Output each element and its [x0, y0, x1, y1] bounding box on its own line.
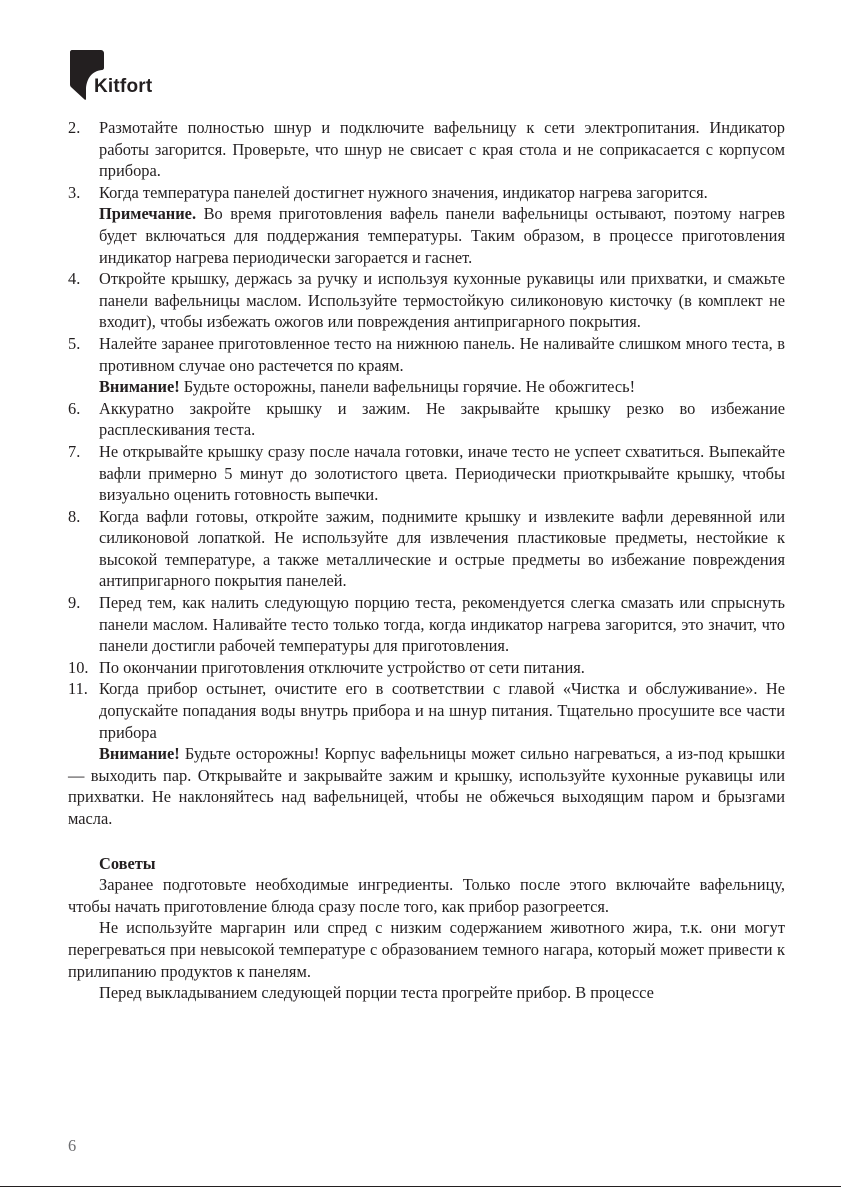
list-text: Откройте крышку, держась за ручку и используя кухонные рукавицы или прихватки, и смажьте панели вафельницы маслом. Используйте термостойкую силиконовую кисточку (в комплект не входит), чтобы избежать ожогов или повреждения антипригарного покрытия. — [99, 269, 785, 332]
list-number: 2. — [68, 118, 81, 137]
list-text: Не открывайте крышку сразу после начала готовки, иначе тесто не успеет схватиться. Выпекайте вафли примерно 5 минут до золотистого цвета. Периодически приоткрывайте крышку, чтобы визуально оценить готовность выпечки. — [99, 441, 785, 505]
list-text: Аккуратно закройте крышку и зажим. Не закрывайте крышку резко во избежание расплескивания теста. — [99, 398, 785, 440]
brand-name: Kitfort — [94, 76, 153, 97]
list-number: 6. — [68, 398, 81, 418]
list-item — [68, 182, 785, 204]
instructions-text — [68, 117, 785, 1004]
list-text: Перед тем, как налить следующую порцию теста, рекомендуется слегка смазать или спрыснуть панели маслом. Наливайте тесто только тогда, когда индикатор нагрева загорится, это значит, что панели достигли рабочей температуры для приготовления. — [99, 593, 785, 656]
warning-label: Внимание! — [99, 377, 180, 397]
list-number: 7. — [68, 441, 81, 461]
list-number: 8. — [68, 506, 81, 526]
list-item — [68, 117, 785, 182]
warning-label: Внимание! — [99, 744, 180, 764]
list-item — [68, 268, 785, 333]
warning-paragraph — [68, 743, 785, 829]
list-number: 11. — [68, 679, 88, 699]
list-number: 10. — [68, 657, 89, 677]
tips-paragraph: Не используйте маргарин или спред с низким содержанием животного жира, т.к. они могут перегреваться при невысокой температуре с образованием темного нагара, который может привести к прилипанию продуктов к панелям. — [68, 918, 785, 981]
note-text: Во время приготовления вафель панели вафельницы остывают, поэтому нагрев будет включаться для поддержания температуры. Таким образом, в процессе приготовления индикатор нагрева периодически загорается и гаснет. — [99, 204, 785, 267]
tips-paragraph: Заранее подготовьте необходимые ингредиенты. Только после этого включайте вафельницу, чтобы начать приготовление блюда сразу после того, как прибор разогреется. — [68, 875, 785, 916]
list-item — [68, 592, 785, 657]
list-item — [68, 678, 785, 743]
list-text: Когда вафли готовы, откройте зажим, поднимите крышку и извлеките вафли деревянной или силиконовой лопаткой. Не используйте для извлечения пластиковые предметы, нестойкие к высокой температуре, а также металлические и острые предметы во избежание повреждения антипригарного покрытия панелей. — [99, 506, 785, 591]
list-item — [68, 441, 785, 506]
list-text: По окончании приготовления отключите устройство от сети питания. — [99, 657, 585, 677]
bottom-rule — [0, 1186, 841, 1187]
note-label: Примечание. — [99, 204, 197, 224]
list-item — [68, 506, 785, 592]
page-number: 6 — [68, 1136, 77, 1155]
warning-text: Будьте осторожны! Корпус вафельницы может сильно нагреваться, а из-под крышки — выходить пар. Открывайте и закрывайте зажим и крышку, используйте кухонные рукавицы или прихватки. Не наклоняйтесь над вафельницей, чтобы не обжечься выходящим паром и брызгами масла. — [68, 744, 785, 828]
list-item — [68, 333, 785, 376]
list-number: 4. — [68, 269, 81, 289]
warning-text: Будьте осторожны, панели вафельницы горячие. Не обожгитесь! — [179, 377, 636, 397]
list-number: 5. — [68, 333, 81, 353]
list-text: Когда температура панелей достигнет нужного значения, индикатор нагрева загорится. — [99, 182, 708, 202]
brand-logo — [70, 50, 230, 102]
spacer — [68, 830, 785, 853]
list-text: Когда прибор остынет, очистите его в соответствии с главой «Чистка и обслуживание». Не допускайте попадания воды внутрь прибора и на шнур питания. Тщательно просушите все части прибора — [99, 679, 785, 742]
tips-paragraph: Перед выкладыванием следующей порции теста прогрейте прибор. В процессе — [99, 983, 654, 1003]
list-text: Налейте заранее приготовленное тесто на нижнюю панель. Не наливайте слишком много теста, в противном случае оно растечется по краям. — [99, 333, 785, 375]
section-heading: Советы — [99, 853, 156, 873]
list-number: 3. — [68, 182, 81, 202]
list-item — [68, 398, 785, 441]
warning-paragraph — [68, 376, 785, 398]
list-number: 9. — [68, 593, 81, 613]
list-item — [68, 657, 785, 679]
list-text: Размотайте полностью шнур и подключите вафельницу к сети электропитания. Индикатор работы загорится. Проверьте, что шнур не свисает с края стола и не соприкасается с корпусом прибора. — [99, 118, 785, 181]
note-paragraph — [68, 203, 785, 268]
